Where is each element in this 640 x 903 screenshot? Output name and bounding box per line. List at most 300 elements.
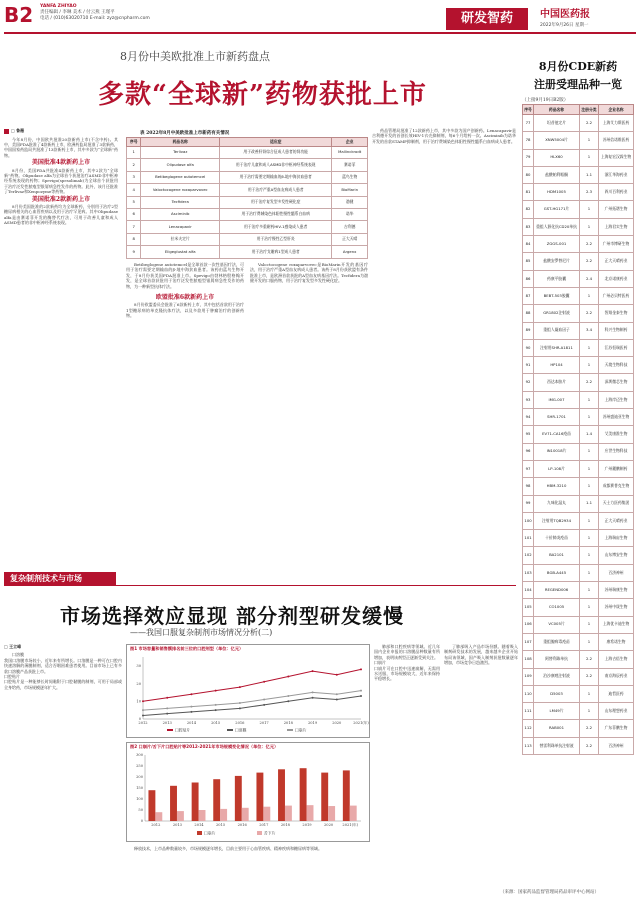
chart-1-point xyxy=(336,674,338,676)
cde-table-row xyxy=(523,599,634,616)
cde-table-cell: EV71-CA16疫苗 xyxy=(534,426,580,443)
feature-col3-text: 肺部和口腔疾病等领域。近几年国内企业申报的口溶膜品种数量有所增加，表明该剂型正逐渐受到关注。 口崩片 口崩片可在口腔中迅速崩解，无需用水送服，市场规模较大，近年来保持平稳增长。 xyxy=(374,644,440,682)
mid-table-cell: 7 xyxy=(127,221,141,233)
cde-table-cell: 1 xyxy=(579,564,598,581)
cde-table-cell: 广州市博研生物 xyxy=(599,236,634,253)
cde-table-cell: 泊沙康唑注射液 xyxy=(534,668,580,685)
cde-table-cell: 广州必贝特医药 xyxy=(599,287,634,304)
chart-1-point xyxy=(312,670,314,672)
cde-table-cell: 1 xyxy=(579,703,598,720)
cde-table-cell: 1.4 xyxy=(579,426,598,443)
chart-1 xyxy=(126,644,370,738)
cde-table-cell: 正大天晴药业 xyxy=(599,253,634,270)
cde-table-cell: 注射用TQB2934 xyxy=(534,512,580,529)
cde-table-cell: BGB-A445 xyxy=(534,564,580,581)
chart-1-point xyxy=(190,711,192,713)
cde-table-cell: 85 xyxy=(523,253,534,270)
chart-2-x-tick: 2012 xyxy=(151,823,161,827)
cde-table-cell: 3.4 xyxy=(579,322,598,339)
chart-2-bar xyxy=(285,806,292,821)
cde-table-row xyxy=(523,270,634,287)
cde-table-cell: 科兴生物制药 xyxy=(599,322,634,339)
cde-table-row xyxy=(523,166,634,183)
cde-table-cell: GR1802注射液 xyxy=(534,305,580,322)
cde-table-cell: 89 xyxy=(523,322,534,339)
chart-2-y-tick: 50 xyxy=(138,808,143,813)
cde-table-cell: 1 xyxy=(579,357,598,374)
chart-1-point xyxy=(239,686,241,688)
sec2-title: 美国批准2款新药上市 xyxy=(31,195,91,203)
chart-1-legend-label: 口溶膜 xyxy=(235,727,247,733)
cde-table-cell: 上海艾力斯医药 xyxy=(599,115,634,132)
cde-table-cell: 上海优卡迪生物 xyxy=(599,616,634,633)
mid-table-cell: Asciminib xyxy=(141,208,220,220)
cde-table-cell: 南京海辰药业 xyxy=(599,668,634,685)
section-tag: 研发智药 xyxy=(446,8,528,30)
mid-table-cell: 拉米夫定片 xyxy=(141,233,220,245)
feature-bottom-paragraph: 释放技术，上市品种数量较多，市场规模逐年增长，目前主要用于心血管疾病、精神疾病和糖尿病等领域。 xyxy=(134,846,322,851)
mid-table-cell: 用于治疗慢性乙型肝炎 xyxy=(220,233,332,245)
chart-1-y-tick: 10 xyxy=(136,699,141,704)
chart-1-x-tick: 2019 xyxy=(307,721,318,725)
cde-table-cell: LM49片 xyxy=(534,703,580,720)
chart-1-x-tick: 2018 xyxy=(283,721,293,725)
cde-table-cell: 99 xyxy=(523,495,534,512)
mid-table-cell: 1 xyxy=(127,147,141,159)
chart-2-bar xyxy=(242,808,249,821)
right-panel-title-2: 注册受理品种一览 xyxy=(534,78,622,91)
cde-table-cell: 坦昔他定片 xyxy=(534,115,580,132)
cde-table-cell: REGEND006 xyxy=(534,582,580,599)
cde-table-cell: 86 xyxy=(523,270,534,287)
cde-table-cell: 迪哲医药 xyxy=(599,685,634,702)
cde-table-cell: VC005片 xyxy=(534,616,580,633)
cde-table-cell: 广州拓谱生物 xyxy=(599,201,634,218)
cde-table-cell: 1 xyxy=(579,512,598,529)
cde-table-cell: 上海复宏汉霖生物 xyxy=(599,149,634,166)
cde-table-cell: 79 xyxy=(523,149,534,166)
edition-label: YANFA ZHIYAO xyxy=(40,4,77,9)
chart-1-x-tick: 2014 xyxy=(186,721,197,725)
chart-2-x-tick: 2017 xyxy=(259,823,269,827)
chart-1-x-tick: 2016 xyxy=(235,721,245,725)
chart-1-series-line xyxy=(143,696,361,715)
cde-table-cell: 智翔金泰生物 xyxy=(599,305,634,322)
chart-2-bar xyxy=(328,806,335,821)
cde-table-cell: 93 xyxy=(523,391,534,408)
right-panel-title-1: 8月份CDE新药 xyxy=(538,60,618,73)
mid-table-cell: 用于治疗费城染色体阳性慢性髓系白血病 xyxy=(220,208,332,220)
cde-table-cell: 1 xyxy=(579,443,598,460)
chart-2-plot xyxy=(127,751,369,841)
chart-2-y-tick: 100 xyxy=(136,797,143,802)
body-col4-text: 药品管理局批准了12款新药上市，其中多款为国产创新药。Lenacapavir是吉利德开发的首创长效HIV-1衣壳抑制剂，每6个月给药一次。Asciminib为诺华开发的首款STAMP抑制剂，用于治疗费城染色体阳性慢性髓系白血病成人患者。 xyxy=(372,128,516,144)
cde-table-cell: 97 xyxy=(523,460,534,477)
cde-table-cell: GST-HG171片 xyxy=(534,201,580,218)
chart-1-point xyxy=(336,693,338,695)
cde-table-cell: 2.4 xyxy=(579,270,598,287)
cde-table-cell: 77 xyxy=(523,115,534,132)
chart-1-point xyxy=(360,695,362,697)
mid-table-row xyxy=(127,233,368,245)
chart-2-y-tick: 300 xyxy=(136,753,143,758)
chart-1-point xyxy=(312,697,314,699)
cde-table-cell: 95 xyxy=(523,426,534,443)
chart-1-point xyxy=(360,668,362,670)
chart-1-x-tick: 2015 xyxy=(211,721,221,725)
cde-table-row xyxy=(523,495,634,512)
cde-table-row xyxy=(523,339,634,356)
chart-2-title: 图2 口崩片/舌下片口腔贴片等2012-2021年市场规模变化情况（单位：亿元） xyxy=(130,744,279,749)
cde-table-cell: 药康平胶囊 xyxy=(534,270,580,287)
cde-table-cell: 2.2 xyxy=(579,374,598,391)
cde-table-cell: 注射用SHR-A1811 xyxy=(534,339,580,356)
cde-table-cell: 替雷利珠单抗注射液 xyxy=(534,737,580,754)
feature-headline: 市场选择效应显现 部分剂型研发缓慢 xyxy=(60,604,404,628)
cde-table-cell: 艾美康淮生物 xyxy=(599,426,634,443)
cde-table-row xyxy=(523,547,634,564)
chart-1-y-tick: 0 xyxy=(138,717,141,722)
chart-1-point xyxy=(336,699,338,701)
cde-table-cell: 103 xyxy=(523,564,534,581)
cde-table-cell: HP104 xyxy=(534,357,580,374)
cde-table-cell: 1 xyxy=(579,530,598,547)
cde-table xyxy=(522,104,634,755)
cde-table-cell: 阿替利珠单抗 xyxy=(534,651,580,668)
chart-1-point xyxy=(215,704,217,706)
chart-2-bar xyxy=(155,812,162,821)
cde-table-row xyxy=(523,582,634,599)
cde-table-cell: 百济神州 xyxy=(599,737,634,754)
mid-table-row xyxy=(127,208,368,220)
chart-1-series-line xyxy=(143,669,361,701)
cde-table-cell: CO1005 xyxy=(534,599,580,616)
chart-2-x-tick: 2013 xyxy=(172,823,182,827)
chart-2-x-tick: 2020 xyxy=(324,823,334,827)
chart-1-legend-label: 口崩片 xyxy=(295,727,307,733)
cde-table-cell: 78 xyxy=(523,132,534,149)
cde-table-cell: 苏州中晟生物 xyxy=(599,599,634,616)
chart-2-bar xyxy=(235,776,242,821)
lead-kicker: 8月份中美欧批准上市新药盘点 xyxy=(120,50,270,63)
chart-1-y-tick: 30 xyxy=(136,664,141,669)
cde-table-cell: 90 xyxy=(523,339,534,356)
chart-2-bar xyxy=(343,770,350,821)
cde-table-cell: 山东理想药业 xyxy=(599,703,634,720)
mid-table-row xyxy=(127,171,368,183)
mid-table-cell: Mallinckrodt xyxy=(332,147,368,159)
cde-table-row xyxy=(523,115,634,132)
cde-table-cell: 山东博安生物 xyxy=(599,547,634,564)
cde-table-cell: 重组腺病毒疫苗 xyxy=(534,633,580,650)
feature-col1-text: 口溶膜 我国口溶膜市场较小，近年来有所增长。口溶膜是一种可在口腔内快速溶解的薄膜制剂，适合吞咽困难患者使用。目前市场上已有多款口溶膜产品获批上市。 口腔贴片 口腔贴片是一种能够长时间黏附于口腔黏膜的制剂，可用于局部或全身给药，市场规模逐年扩大。 xyxy=(4,652,122,690)
chart-1-point xyxy=(287,695,289,697)
chart-2-legend-swatch xyxy=(257,831,262,835)
chart-1-point xyxy=(263,699,265,701)
cde-table-cell: 上海岸迈生物 xyxy=(599,391,634,408)
cde-table-row xyxy=(523,218,634,235)
page-number: B2 xyxy=(4,3,34,27)
cde-table-cell: 上海君实生物 xyxy=(599,218,634,235)
cde-table-cell: 四川百利药业 xyxy=(599,184,634,201)
mid-table-cell: Tecfidera xyxy=(141,196,220,208)
cde-table-cell: 1 xyxy=(579,685,598,702)
cde-table-cell: 广东菲鹏生物 xyxy=(599,720,634,737)
mid-table-cell: 正大天晴 xyxy=(332,233,368,245)
cde-table-row xyxy=(523,409,634,426)
chart-1-point xyxy=(166,707,168,709)
chart-1-title: 图1 市场容量和销售额排名前三位的口腔剂型（单位：亿元） xyxy=(130,646,244,651)
cde-table-cell: 105 xyxy=(523,599,534,616)
chart-1-x-tick: 2017 xyxy=(259,721,269,725)
cde-table-cell: 正大天晴药业 xyxy=(599,512,634,529)
sec3-title: 欧盟批准6款新药上市 xyxy=(155,294,215,302)
cde-table-cell: 1 xyxy=(579,409,598,426)
cde-table-cell: 1 xyxy=(579,201,598,218)
cde-table-cell: 上海吉倍生物 xyxy=(599,651,634,668)
cde-table-cell: 北京诺康药业 xyxy=(599,270,634,287)
chart-1-point xyxy=(263,681,265,683)
cde-table-cell: 2.2 xyxy=(579,253,598,270)
cde-table-cell: 88 xyxy=(523,305,534,322)
cde-table-row xyxy=(523,703,634,720)
mid-table-cell: 8 xyxy=(127,233,141,245)
cde-table-cell: ZGGS-001 xyxy=(534,236,580,253)
paper-name: 中国医药报 xyxy=(540,9,590,20)
cde-table-row xyxy=(523,512,634,529)
sec2-text: 8月份美国批准的2款新药均为全球新药，分别用于治疗2型糖尿病相关的心血管疾病以及用于治疗罕见病。其中Olipudase alfa是由赛诺菲开发的酶替代疗法，可用于改善儿童和成人ASMD患者的非中枢神经系统表现。 xyxy=(4,203,118,226)
cde-table-cell: 87 xyxy=(523,287,534,304)
cde-table-cell: RAB001 xyxy=(534,720,580,737)
mid-table-cell: 6 xyxy=(127,208,141,220)
feature-band xyxy=(4,572,116,586)
masthead-info xyxy=(40,4,150,22)
sec1-text: 8月份，美国FDA共批准4款新药上市，其中2款为“全球新”药物。Olipudase alfa为全球首个获批治疗ASMD非中枢神经系统表现的药物；Spevigo(spesolimab)为全球首个获批用于治疗泛发性脓疱型银屑病急性发作的药物。此外，该月还批准了Terlivaz和Xenpozyme等药物。 xyxy=(4,167,118,195)
cde-table-cell: XNW5004片 xyxy=(534,132,580,149)
cde-table-cell: 111 xyxy=(523,703,534,720)
cde-table-cell: 81 xyxy=(523,184,534,201)
chart-1-y-tick: 20 xyxy=(136,681,141,686)
cde-table-row xyxy=(523,374,634,391)
cde-table-cell: 2.2 xyxy=(579,115,598,132)
cde-table-cell: 天境生物科技 xyxy=(599,357,634,374)
mid-table-cell: 用于治疗戈谢病1型成人患者 xyxy=(220,246,332,258)
cde-table-cell: 1 xyxy=(579,339,598,356)
chart-2-legend-label: 口崩片 xyxy=(204,830,216,836)
cde-table-cell: 83 xyxy=(523,218,534,235)
cde-table-cell: SHR-1701 xyxy=(534,409,580,426)
cde-table-cell: 113 xyxy=(523,737,534,754)
chart-1-point xyxy=(215,690,217,692)
chart-1-point xyxy=(360,690,362,692)
cde-table-cell: D5003 xyxy=(534,685,580,702)
chart-2-bar xyxy=(220,809,227,821)
chart-2-bar xyxy=(170,786,177,821)
cde-table-cell: 104 xyxy=(523,582,534,599)
mid-table-cell: 吉利德 xyxy=(332,221,368,233)
mid-table-cell: 用于改善肝肾综合征成人患者的肾功能 xyxy=(220,147,332,159)
chart-2-legend-label: 舌下片 xyxy=(264,830,276,836)
cde-table-cell: 盐酸帕利哌酮 xyxy=(534,166,580,183)
mid-table-cell: Eligeglustat alfa xyxy=(141,246,220,258)
issue-date: 2022年9月26日 星期一 xyxy=(540,23,589,28)
chart-1-point xyxy=(263,704,265,706)
feature-byline: □ 王立峰 xyxy=(4,644,22,649)
chart-1-point xyxy=(239,702,241,704)
cde-table-cell: 109 xyxy=(523,668,534,685)
chart-1-point xyxy=(142,700,144,702)
chart-1-series-line xyxy=(143,691,361,710)
cde-table-cell: 应世生物科技 xyxy=(599,443,634,460)
chart-2-y-tick: 250 xyxy=(136,764,143,769)
cde-table-cell: 82 xyxy=(523,201,534,218)
chart-1-point xyxy=(287,675,289,677)
chart-1-x-tick: 2012 xyxy=(138,721,148,725)
contact-line: 电话 / (010)63020710 E-mail: zyz@cnpharm.com xyxy=(40,16,150,21)
cde-table-cell: 1 xyxy=(579,633,598,650)
cde-table-row xyxy=(523,633,634,650)
cde-table-cell: 96 xyxy=(523,443,534,460)
chart-1-plot xyxy=(127,653,369,737)
chart-2-x-tick: 2016 xyxy=(237,823,247,827)
chart-1-legend-swatch xyxy=(227,729,233,731)
cde-table-cell: 十价肺炎疫苗 xyxy=(534,530,580,547)
mid-table-cell: 5 xyxy=(127,196,141,208)
cde-table-cell: HLX60 xyxy=(534,149,580,166)
cde-table-row xyxy=(523,460,634,477)
cde-table-row xyxy=(523,668,634,685)
cde-table-cell: 1 xyxy=(579,582,598,599)
chart-2-legend-swatch xyxy=(197,831,202,835)
cde-table-cell: 2.2 xyxy=(579,651,598,668)
cde-table-row xyxy=(523,426,634,443)
feature-subhead: ——我国口服复杂制剂市场情况分析(二) xyxy=(130,628,273,637)
cde-table-cell: 盐酸安罗替尼片 xyxy=(534,253,580,270)
cde-table-cell: 广州麓鹏制药 xyxy=(599,460,634,477)
mid-table-cell: 渤健 xyxy=(332,196,368,208)
mid-table-cell: Terlivaz xyxy=(141,147,220,159)
cde-table-header-0: 序号 xyxy=(523,105,534,115)
cde-table-cell: 苏州盛迪亚生物 xyxy=(599,409,634,426)
mid-table-cell: Betibeglogene autotemcel xyxy=(141,171,220,183)
chart-1-point xyxy=(287,700,289,702)
chart-2-x-tick: 2018 xyxy=(280,823,290,827)
mid-table-cell: Olipudase alfa xyxy=(141,159,220,171)
cde-table-cell: 1 xyxy=(579,218,598,235)
chart-2-bar xyxy=(199,810,206,821)
chart-2-x-tick: 2015 xyxy=(216,823,226,827)
chart-2-bar xyxy=(321,773,328,821)
cde-table-cell: 九味化湿丸 xyxy=(534,495,580,512)
cde-table-row xyxy=(523,391,634,408)
lead-headline: 多款“全球新”药物获批上市 xyxy=(98,80,427,110)
mid-table-cell: 诺华 xyxy=(332,208,368,220)
cde-table-row xyxy=(523,287,634,304)
chart-1-x-tick: 2020 xyxy=(332,721,342,725)
sec3-text: 8月份欧盟委员会批准了6款新药上市，其中包括首款用于治疗1型糖尿病的单克隆抗体疗法，以及多款用于肿瘤治疗的创新药物。 xyxy=(126,302,244,319)
cde-table-cell: 101 xyxy=(523,530,534,547)
cde-table-cell: HDM1005 xyxy=(534,184,580,201)
lead-column-1 xyxy=(4,128,118,568)
cde-table-row xyxy=(523,305,634,322)
cde-table-row xyxy=(523,322,634,339)
mid-table-row xyxy=(127,196,368,208)
cde-table-cell: 84 xyxy=(523,236,534,253)
mid-table-cell: 9 xyxy=(127,246,141,258)
chart-2-bar xyxy=(278,769,285,821)
cde-table-row xyxy=(523,720,634,737)
cde-table-cell: 102 xyxy=(523,547,534,564)
cde-table-row xyxy=(523,132,634,149)
cde-table-cell: 苏州信诺维医药 xyxy=(599,132,634,149)
cde-table-cell: 1 xyxy=(579,391,598,408)
feature-col4-text: 了肺部吸入产品市场份额。随着吸入制剂研发技术的发展，越来越多企业开始布局该领域，国产吸入制剂获批数量逐年增加，市场竞争日趋激烈。 xyxy=(444,644,518,666)
right-panel-subtitle: （上接9月19日B2版） xyxy=(522,98,569,103)
chart-2-bar xyxy=(350,806,357,821)
body-column-3 xyxy=(250,262,368,562)
chart-1-legend-swatch xyxy=(167,729,173,731)
cde-table-cell: 重组人凝血因子 xyxy=(534,322,580,339)
chart-2-x-tick: 2021(年) xyxy=(342,823,358,827)
cde-table-cell: IN10018片 xyxy=(534,443,580,460)
mid-table-cell: 用于治疗多重耐药HIV-1感染成人患者 xyxy=(220,221,332,233)
cde-table-row xyxy=(523,443,634,460)
cde-table-cell: 1 xyxy=(579,132,598,149)
mid-table-cell: 蓝鸟生物 xyxy=(332,171,368,183)
chart-2-bar xyxy=(256,773,263,821)
cde-table-row xyxy=(523,651,634,668)
chart-1-point xyxy=(166,697,168,699)
mid-table-cell: Valoctocogene roxaparvovec xyxy=(141,184,220,196)
chart-2-bar xyxy=(148,790,155,821)
cde-table-cell: 1 xyxy=(579,287,598,304)
cde-table-cell: BA2101 xyxy=(534,547,580,564)
chart-2-bar xyxy=(307,805,314,821)
byline-marker-icon xyxy=(4,129,9,134)
cde-table-cell: 浙江华海药业 xyxy=(599,166,634,183)
cde-table-cell: IMG-007 xyxy=(534,391,580,408)
mid-table-cell: 赛诺菲 xyxy=(332,159,368,171)
feature-column-4 xyxy=(444,644,518,884)
mid-table-row xyxy=(127,246,368,258)
chart-1-x-tick: 2013 xyxy=(162,721,172,725)
chart-1-point xyxy=(142,714,144,716)
cde-table-cell: 94 xyxy=(523,409,534,426)
mid-table-cell: Lenacapavir xyxy=(141,221,220,233)
body-col2-text: Betibeglogene autotemcel是全球首款一次性基因疗法，可用于治疗需要定期输血的β-地中海贫血患者。该药由蓝鸟生物开发，于8月份获美国FDA批准上市。Spevigo由勃林格殷格翰开发，是全球首款获批用于治疗泛发性脓疱型银屑病急性发作的药物，为一种新型抗体疗法。 xyxy=(126,262,244,289)
mid-table-row xyxy=(127,147,368,159)
chart-2-bar xyxy=(177,811,184,821)
cde-table-row xyxy=(523,201,634,218)
mid-table-header-1: 药品名称 xyxy=(141,138,220,147)
mid-table-row xyxy=(127,159,368,171)
cde-table-cell: 92 xyxy=(523,374,534,391)
cde-table-cell: 1 xyxy=(579,478,598,495)
footer-source: （来源：国家药品监督管理局药品审评中心网站） xyxy=(500,890,599,895)
cde-table-row xyxy=(523,236,634,253)
cde-table-cell: 91 xyxy=(523,357,534,374)
body-column-4 xyxy=(372,128,516,562)
cde-table-cell: 80 xyxy=(523,166,534,183)
cde-table-cell: 2.2 xyxy=(579,668,598,685)
cde-table-cell: 1 xyxy=(579,460,598,477)
cde-table-cell: 1 xyxy=(579,616,598,633)
cde-table-cell: 106 xyxy=(523,616,534,633)
chart-1-x-tick: 2021(年) xyxy=(353,721,369,725)
cde-table-cell: 苏州瑞康生物 xyxy=(599,582,634,599)
byline-text: □ 鲁薇 xyxy=(11,128,25,133)
cde-table-cell: 2.3 xyxy=(579,184,598,201)
